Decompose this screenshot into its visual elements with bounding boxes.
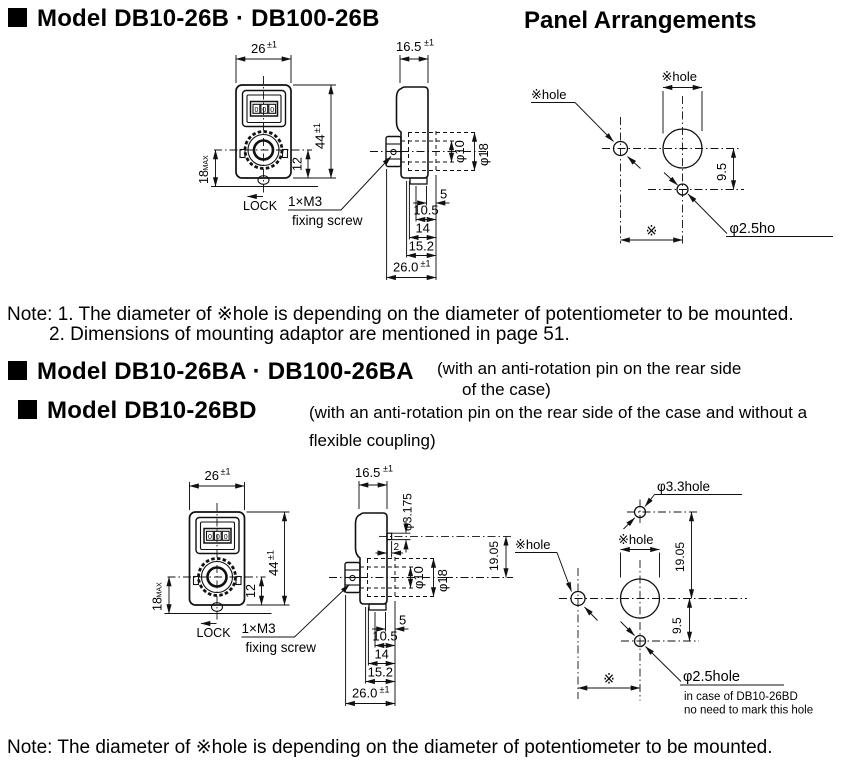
bottom-boss — [369, 604, 386, 610]
counter-digit: 0 — [207, 533, 212, 541]
dim-total-depth-tol: ±1 — [420, 258, 431, 269]
dim-depth-tol: ±1 — [383, 463, 393, 474]
section2b-note-line2: flexible coupling) — [309, 431, 436, 450]
section2b-note-line1: (with an anti-rotation pin on the rear side of the case and without a — [309, 403, 808, 422]
lock-label: LOCK — [196, 626, 231, 640]
dim-height-tol: ±1 — [312, 123, 322, 133]
dim-total-depth-label: 26.0 — [393, 259, 419, 275]
dim-14-label: 14 — [415, 220, 430, 236]
dim-15-2-label: 15.2 — [367, 664, 393, 680]
section2a-note-line2: of the case) — [462, 380, 551, 399]
hole-top-label: ※hole — [661, 69, 697, 84]
dim-depth-label: 16.5 — [396, 39, 422, 54]
dim-14-label: 14 — [374, 646, 389, 662]
small-hole-note-1: in case of DB10-26BD — [684, 691, 798, 703]
counter-digit: 0 — [262, 106, 267, 114]
hole-top-label: ※hole — [618, 532, 654, 547]
pin-hole-label: φ3.3hole — [657, 479, 711, 494]
fixing-screw-label-2: fixing screw — [292, 213, 363, 228]
dim-15-2-label: 15.2 — [408, 238, 434, 254]
small-hole-label: φ2.5ho — [729, 221, 776, 237]
pitch-h-label: ※ — [645, 222, 658, 239]
note1-line2: 2. Dimensions of mounting adaptor are mentioned in page 51. — [49, 324, 570, 345]
hole-left-label: ※hole — [515, 537, 551, 552]
bottom-boss — [410, 178, 427, 184]
side-view-db10-26ba — [329, 464, 450, 707]
dim-depth-tol: ±1 — [424, 37, 434, 48]
section2a-title-text: Model DB10-26BA · DB100-26BA — [37, 358, 414, 385]
panel-arrangement-2 — [515, 479, 813, 717]
dim-width-tol: ±1 — [220, 466, 231, 477]
front-view-db10-26b — [197, 40, 391, 229]
front-view-db10-26ba — [151, 467, 350, 656]
dim-width-tol: ±1 — [267, 39, 277, 50]
side-view-db10-26b — [370, 38, 491, 281]
fixing-screw-label-1: 1×M3 — [288, 194, 323, 209]
dim-5-label: 5 — [399, 612, 407, 628]
dim-knob-height-label: 18 — [197, 170, 211, 184]
pitch-pin-label: 19.05 — [673, 541, 687, 572]
dim-width-label: 26 — [251, 41, 266, 56]
dim-width-label: 26 — [204, 468, 219, 483]
fixing-screw-label-2: fixing screw — [245, 640, 317, 655]
small-hole-note-2: no need to mark this hole — [684, 704, 814, 717]
fixing-screw-label-1: 1×M3 — [241, 621, 276, 636]
dim-pin-offset-label: 2 — [393, 542, 400, 553]
dim-knob-height-label: 18 — [150, 597, 165, 611]
section2b-title-text: Model DB10-26BD — [47, 397, 257, 424]
dim-bush-dia-label: φ18 — [435, 569, 450, 592]
counter-digit: 0 — [254, 106, 259, 114]
dim-height-tol: ±1 — [265, 550, 276, 560]
dim-shaft-dia-label: φ10 — [452, 140, 467, 163]
dim-pin-dia-label: φ3.175 — [400, 493, 415, 531]
side-view-2-pin-details — [376, 493, 514, 578]
dim-pin-pitch-label: 19.05 — [487, 540, 501, 571]
lock-label: LOCK — [243, 199, 278, 213]
panel-arrangement-1 — [531, 69, 833, 244]
dim-knob-height-suffix: MAX — [156, 582, 164, 598]
dim-10-5-label: 10.5 — [372, 628, 398, 644]
dim-5-label: 5 — [440, 186, 448, 202]
dim-height-label: 44 — [266, 561, 281, 576]
dim-bush-dia-label: φ18 — [476, 143, 491, 166]
dim-total-depth-label: 26.0 — [352, 685, 378, 701]
bottom-note: Note: The diameter of ※hole is depending on the diameter of potentiometer to be mounted. — [7, 737, 773, 758]
pitch-v-label: 9.5 — [670, 617, 684, 634]
dim-shaft-center-label: 12 — [244, 584, 258, 598]
pitch-v-label: 9.5 — [714, 162, 729, 181]
dim-10-5-label: 10.5 — [413, 202, 439, 218]
dim-shaft-center-label: 12 — [290, 157, 305, 171]
small-hole-label: φ2.5hole — [683, 669, 740, 685]
section2a-note-line1: (with an anti-rotation pin on the rear side — [437, 359, 742, 378]
counter-digit: 0 — [270, 106, 275, 114]
panel-arrangements-heading: Panel Arrangements — [524, 7, 757, 34]
dim-shaft-dia-label: φ10 — [411, 566, 426, 589]
dim-total-depth-tol: ±1 — [379, 684, 390, 695]
counter-digit: 0 — [223, 533, 228, 541]
section1-title-text: Model DB10-26B · DB100-26B — [37, 5, 380, 32]
pitch-h-label: ※ — [603, 670, 615, 687]
hole-left-label: ※hole — [531, 87, 567, 102]
dim-depth-label: 16.5 — [355, 465, 381, 480]
counter-digit: 0 — [215, 533, 220, 541]
note1-line1: Note: 1. The diameter of ※hole is depending on the diameter of potentiometer to be mounted. — [7, 304, 794, 325]
dim-height-label: 44 — [312, 134, 328, 149]
dim-knob-height-suffix: MAX — [203, 155, 210, 171]
